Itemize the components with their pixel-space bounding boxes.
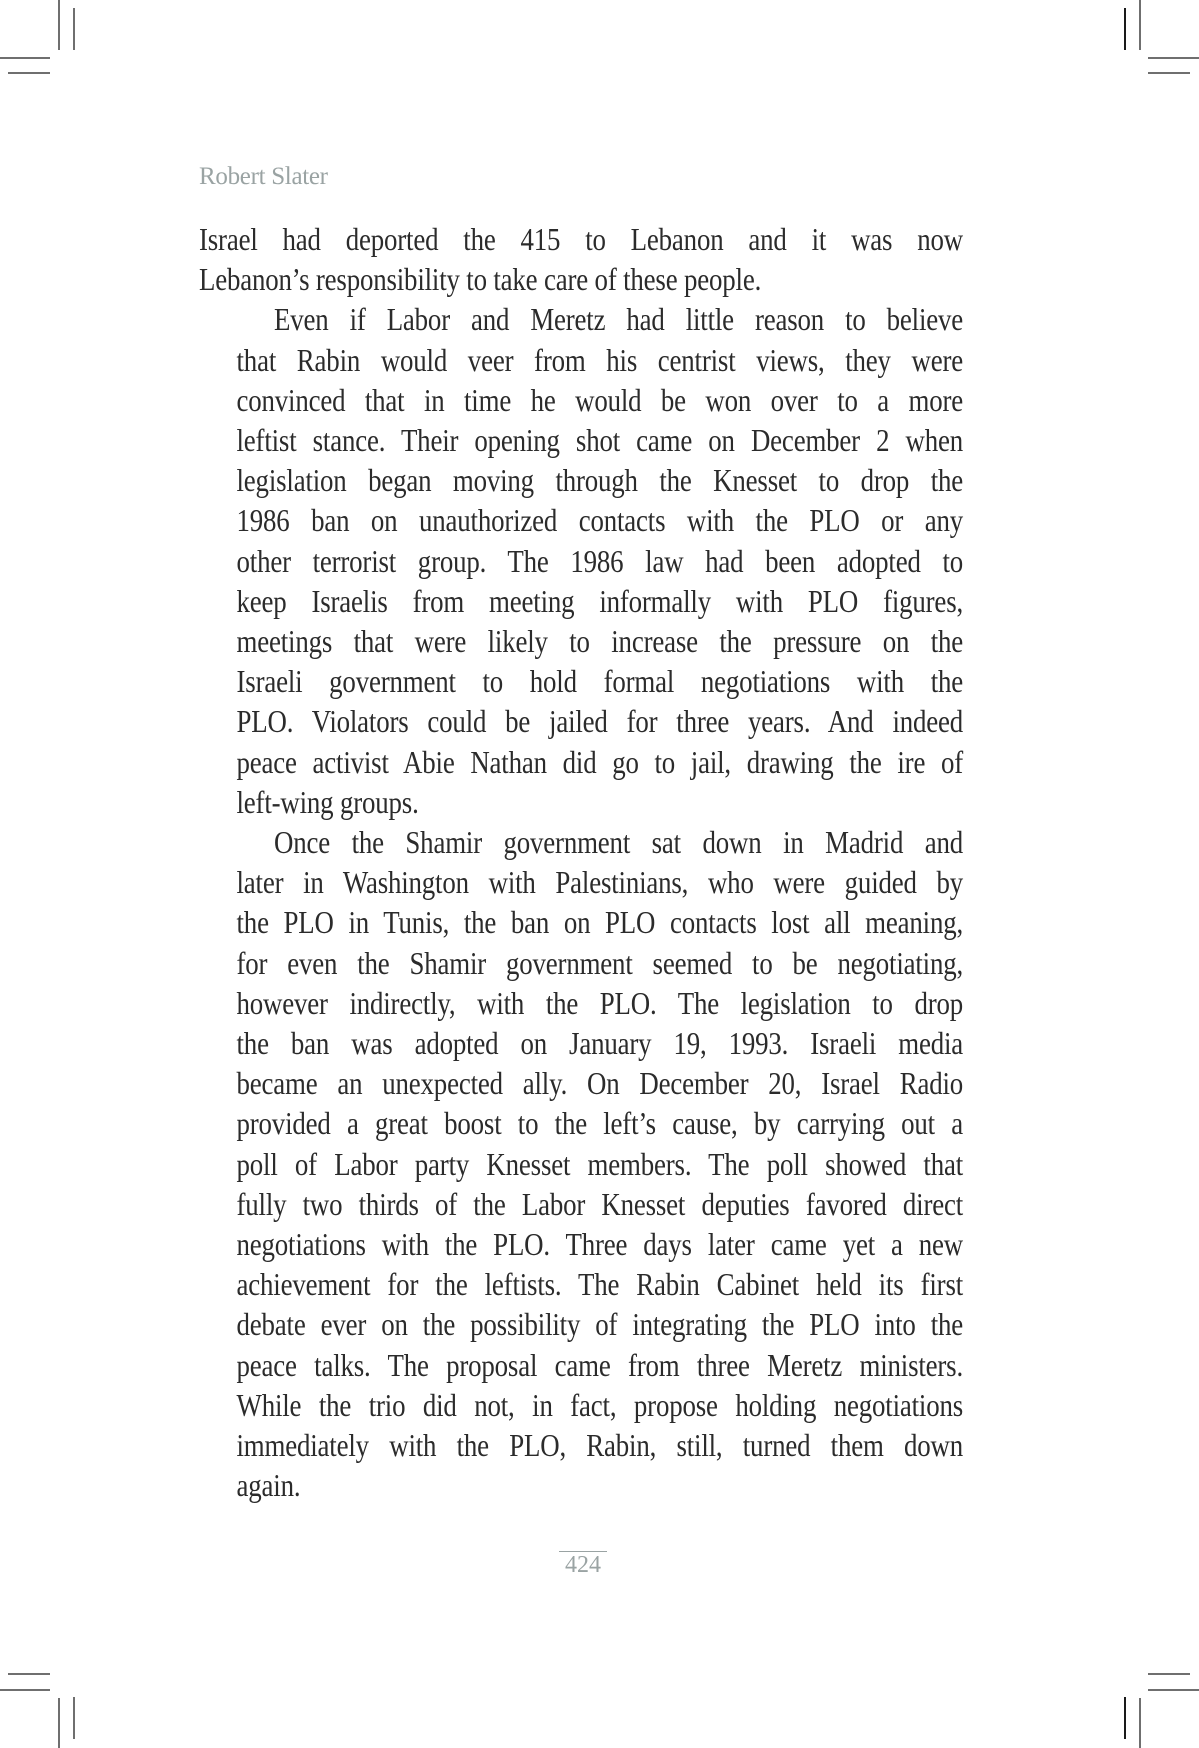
crop-mark-bottom-left-h2 (0, 1689, 50, 1691)
text-line: immediately with the PLO, Rabin, still, turned them down (236, 1428, 964, 1464)
crop-mark-bottom-right-h1 (1148, 1673, 1190, 1675)
text-line: Lebanon’s responsibility to take care of these people. (199, 262, 762, 298)
crop-mark-bottom-right-v1 (1124, 1697, 1126, 1739)
text-line: Israel had deported the 415 to Lebanon and it was now (199, 222, 964, 257)
text-line: achievement for the leftists. The Rabin Cabinet held its first (236, 1267, 964, 1303)
crop-mark-top-right-h2 (1148, 72, 1190, 74)
text-line: that Rabin would veer from his centrist views, they were (236, 342, 964, 378)
text-line: other terrorist group. The 1986 law had been adopted to (236, 543, 964, 579)
text-line: legislation began moving through the Knesset to drop the (236, 463, 964, 499)
crop-mark-top-left-h1 (0, 57, 50, 59)
crop-mark-bottom-right-h2 (1148, 1689, 1199, 1691)
crop-mark-bottom-left-h1 (8, 1673, 50, 1675)
paragraph (199, 823, 963, 1506)
text-line: While the trio did not, in fact, propose holding negotiations (236, 1387, 964, 1423)
text-line: meetings that were likely to increase the pressure on the (236, 624, 964, 660)
text-line: became an unexpected ally. On December 20, Israel Radio (236, 1066, 964, 1102)
crop-mark-bottom-left-v1 (58, 1698, 60, 1748)
text-line: PLO. Violators could be jailed for three years. And indeed (236, 704, 964, 740)
text-line: for even the Shamir government seemed to be negotiating, (236, 945, 964, 981)
crop-mark-bottom-right-v2 (1139, 1698, 1141, 1748)
text-line: peace activist Abie Nathan did go to jail, drawing the ire of (236, 744, 964, 780)
text-line: the ban was adopted on January 19, 1993. Israeli media (236, 1026, 964, 1062)
text-line: keep Israelis from meeting informally with PLO figures, (236, 583, 964, 619)
crop-mark-top-left-h2 (8, 72, 50, 74)
page-number: 424 (565, 1552, 601, 1578)
paragraph (199, 220, 963, 300)
body-text-block (199, 220, 963, 1507)
running-head-author: Robert Slater (199, 163, 328, 190)
text-line: Once the Shamir government sat down in Madrid and (274, 825, 964, 861)
crop-mark-top-right-v1 (1124, 8, 1126, 50)
paragraph (199, 300, 963, 823)
text-line: convinced that in time he would be won over to a more (236, 382, 964, 418)
crop-mark-bottom-left-v2 (73, 1697, 75, 1739)
text-line: the PLO in Tunis, the ban on PLO contacts lost all meaning, (236, 905, 964, 941)
text-line: Israeli government to hold formal negotiations with the (236, 664, 964, 700)
text-line: peace talks. The proposal came from three Meretz ministers. (236, 1347, 964, 1383)
text-line: however indirectly, with the PLO. The legislation to drop (236, 985, 964, 1021)
crop-mark-top-right-h1 (1148, 57, 1199, 59)
text-line: fully two thirds of the Labor Knesset deputies favored direct (236, 1186, 964, 1222)
text-line: debate ever on the possibility of integrating the PLO into the (236, 1307, 964, 1343)
text-line: leftist stance. Their opening shot came on December 2 when (236, 423, 964, 459)
text-line: provided a great boost to the left’s cause, by carrying out a (236, 1106, 964, 1142)
text-line: again. (236, 1468, 301, 1504)
crop-mark-top-right-v2 (1139, 0, 1141, 50)
crop-mark-top-left-v2 (73, 8, 75, 50)
text-line: Even if Labor and Meretz had little reason to believe (274, 302, 964, 338)
text-line: later in Washington with Palestinians, who were guided by (236, 865, 964, 901)
text-line: negotiations with the PLO. Three days later came yet a new (236, 1227, 964, 1263)
text-line: left-wing groups. (236, 784, 419, 820)
text-line: poll of Labor party Knesset members. The poll showed that (236, 1146, 964, 1182)
body-text (199, 220, 963, 1507)
crop-mark-top-left-v1 (58, 0, 60, 50)
text-line: 1986 ban on unauthorized contacts with the PLO or any (236, 503, 964, 539)
